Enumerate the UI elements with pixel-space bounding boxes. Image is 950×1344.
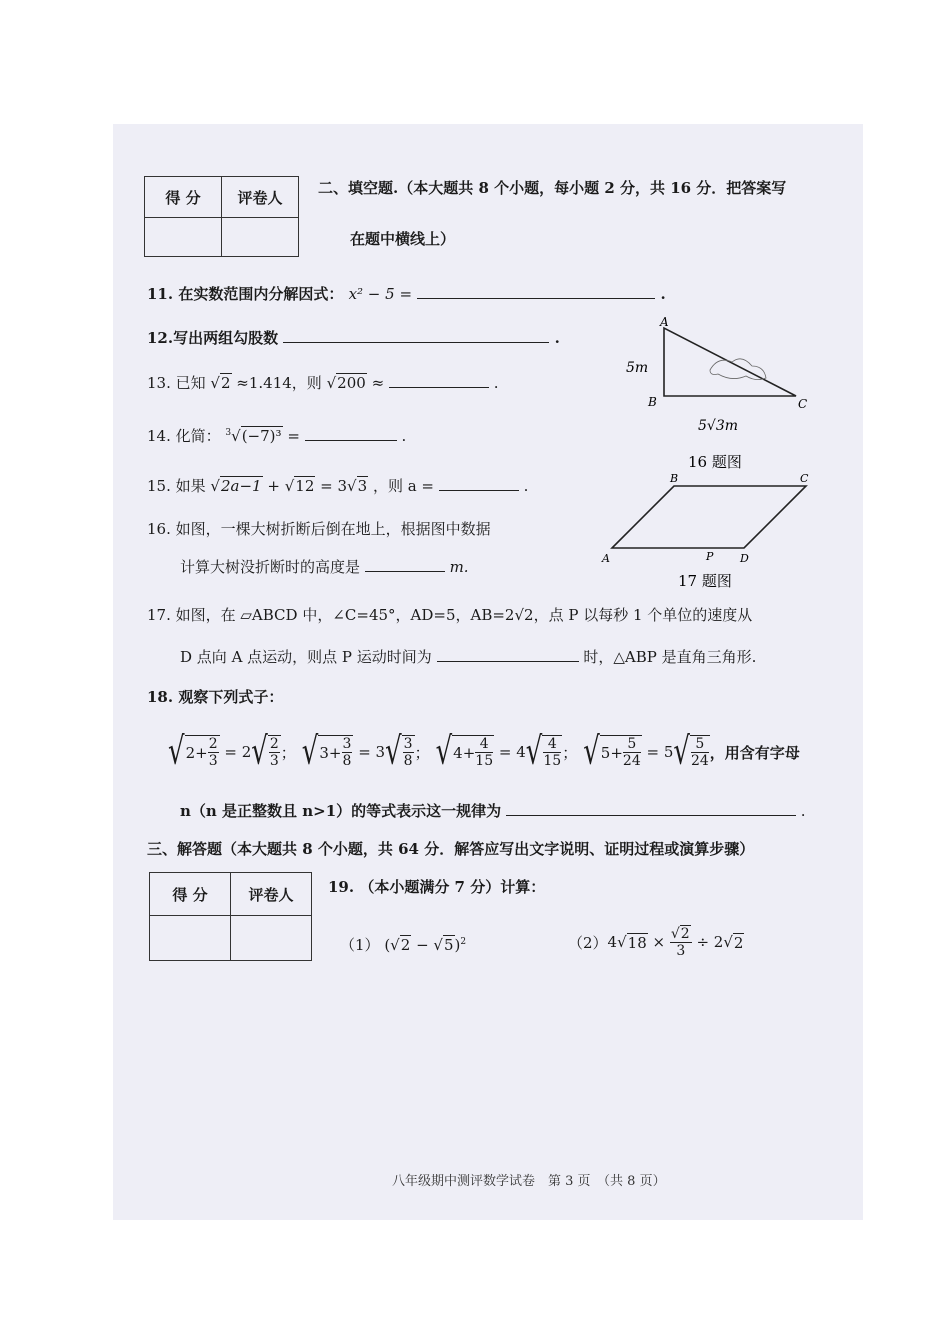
question-16-line2 bbox=[180, 556, 469, 577]
q15-answer-blank[interactable] bbox=[439, 489, 519, 491]
q15-plus: + bbox=[267, 477, 280, 495]
fig17-label-c: C bbox=[800, 472, 809, 485]
score-cell bbox=[150, 916, 231, 961]
q16-answer-blank[interactable] bbox=[365, 570, 445, 572]
q18-answer-blank[interactable] bbox=[506, 814, 796, 816]
q15-equals: = 3 bbox=[320, 477, 348, 495]
q11-period: . bbox=[660, 285, 666, 303]
q18-term-1: √ 2 + $\frac{2}{3}$ = 2 √ $\frac{2}{3}$ ； bbox=[168, 730, 296, 774]
sqrt-icon: √ bbox=[210, 477, 220, 495]
q18-period: . bbox=[800, 802, 806, 820]
fig17-label-d: D bbox=[740, 552, 749, 565]
q18-term-3: √ 4 + $\frac{4}{15}$ = 4 √ $\frac{4}{15}$ ； bbox=[435, 730, 578, 774]
fig16-label-b: B bbox=[648, 395, 657, 409]
q14-radicand: (−7)³ bbox=[241, 427, 282, 445]
figure-17-parallelogram bbox=[598, 470, 828, 595]
cube-root-icon: √ bbox=[231, 427, 241, 445]
q12-period: . bbox=[554, 329, 560, 347]
q13-answer-blank[interactable] bbox=[389, 386, 489, 388]
section3-heading: 三、解答题（本大题共 8 个小题，共 64 分．解答应写出文字说明、证明过程或演算步骤） bbox=[147, 840, 755, 858]
triangle-shape bbox=[664, 328, 796, 396]
q11-answer-blank[interactable] bbox=[417, 297, 655, 299]
question-13 bbox=[147, 372, 499, 393]
question-18-line3 bbox=[180, 800, 806, 821]
q17-text-a: D 点向 A 点运动，则点 P 运动时间为 bbox=[180, 648, 432, 666]
q11-math: x² − 5 = bbox=[348, 285, 413, 303]
q18-line3-text: n（n 是正整数且 n>1）的等式表示这一规律为 bbox=[180, 802, 502, 820]
question-15 bbox=[147, 475, 528, 496]
score-box-1 bbox=[144, 176, 299, 257]
q14-text: 14. 化简： bbox=[147, 427, 221, 445]
sqrt-icon: √ bbox=[210, 374, 220, 392]
question-16-line1: 16. 如图，一棵大树折断后倒在地上，根据图中数据 bbox=[147, 520, 491, 538]
q12-text: 12.写出两组勾股数 bbox=[147, 329, 279, 347]
sqrt-icon: √ bbox=[347, 477, 357, 495]
q14-answer-blank[interactable] bbox=[305, 439, 397, 441]
question-19-part1 bbox=[340, 934, 466, 955]
q16-unit: m. bbox=[449, 558, 469, 576]
q18-suffix: ，用含有字母 bbox=[709, 743, 800, 762]
sqrt-icon: √ bbox=[326, 374, 337, 392]
section2-heading-line2: 在题中横线上） bbox=[350, 230, 456, 248]
q13-radicand-a: 2 bbox=[220, 374, 231, 392]
question-18-formulas bbox=[168, 726, 800, 778]
q18-term-4: √ 5 + $\frac{5}{24}$ = 5 √ $\frac{5}{24}$ bbox=[583, 730, 709, 774]
q15-radicand-1: 2a−1 bbox=[220, 477, 262, 495]
fig16-label-a: A bbox=[660, 315, 669, 329]
sqrt-icon: √ bbox=[284, 477, 295, 495]
q19-p2-expr: 4√ 18 × $\frac{√2}{3}$ ÷ 2√ 2 bbox=[607, 925, 744, 959]
question-19-part2 bbox=[568, 920, 744, 964]
fig17-label-b: B bbox=[670, 472, 679, 485]
q11-text: 11. 在实数范围内分解因式： bbox=[147, 285, 344, 303]
q15-radicand-3: 3 bbox=[357, 477, 368, 495]
score-header: 得 分 bbox=[150, 873, 231, 916]
grader-header: 评卷人 bbox=[222, 177, 299, 218]
question-11 bbox=[147, 283, 666, 304]
fig17-label-p: P bbox=[706, 550, 714, 563]
q14-period: . bbox=[401, 427, 407, 445]
section2-heading-line1: 二、填空题.（本大题共 8 个小题，每小题 2 分，共 16 分．把答案写 bbox=[318, 179, 787, 197]
question-12 bbox=[147, 327, 560, 348]
page-footer: 八年级期中测评数学试卷 第 3 页 （共 8 页） bbox=[392, 1174, 666, 1189]
q18-term-2: √ 3 + $\frac{3}{8}$ = 3 √ $\frac{3}{8}$ ； bbox=[301, 730, 430, 774]
q12-answer-blank[interactable] bbox=[283, 341, 549, 343]
fig17-caption: 17 题图 bbox=[678, 572, 732, 590]
q15-period: . bbox=[523, 477, 529, 495]
parallelogram-shape bbox=[612, 486, 806, 548]
q19-p1-expr: $(√2 - √5)^2$ bbox=[384, 936, 467, 954]
fig17-label-a: A bbox=[602, 552, 610, 565]
grader-cell bbox=[231, 916, 312, 961]
q17-text-b: 时，△ABP 是直角三角形. bbox=[583, 648, 757, 666]
q14-equals: = bbox=[287, 427, 300, 445]
q15-then: ，则 a = bbox=[372, 477, 434, 495]
q17-answer-blank[interactable] bbox=[437, 660, 579, 662]
grader-header: 评卷人 bbox=[231, 873, 312, 916]
score-box-2 bbox=[149, 872, 312, 961]
score-header: 得 分 bbox=[145, 177, 222, 218]
figure-16-tree-triangle bbox=[600, 310, 830, 480]
fig16-side-bottom: 5√3m bbox=[698, 418, 739, 434]
q19-p2-label: （2） bbox=[568, 933, 608, 952]
q13-radicand-b: 200 bbox=[337, 374, 366, 392]
question-18-title: 18. 观察下列式子： bbox=[147, 688, 284, 706]
fig16-label-c: C bbox=[798, 397, 808, 411]
fig16-side-left: 5m bbox=[626, 360, 649, 376]
question-17-line2 bbox=[180, 646, 756, 667]
q16-text: 计算大树没折断时的高度是 bbox=[180, 558, 361, 576]
question-14: 14. 化简： $^3$√(−7)³ = . bbox=[147, 427, 407, 445]
fig16-caption: 16 题图 bbox=[688, 453, 742, 471]
question-19-title: 19. （本小题满分 7 分）计算： bbox=[328, 878, 546, 896]
q13-approx-sign: ≈ bbox=[371, 374, 385, 392]
q19-p1-label: （1） bbox=[340, 936, 380, 954]
q13-period: . bbox=[493, 374, 499, 392]
q13-approx: ≈1.414，则 bbox=[236, 374, 322, 392]
q15-radicand-2: 12 bbox=[295, 477, 315, 495]
q13-text: 13. 已知 bbox=[147, 374, 206, 392]
question-17-line1: 17. 如图，在 ▱ABCD 中，∠C=45°，AD=5，AB=2√2，点 P 以每秒 1 个单位的速度从 bbox=[147, 606, 753, 624]
score-cell bbox=[145, 218, 222, 257]
grader-cell bbox=[222, 218, 299, 257]
q15-text: 15. 如果 bbox=[147, 477, 206, 495]
